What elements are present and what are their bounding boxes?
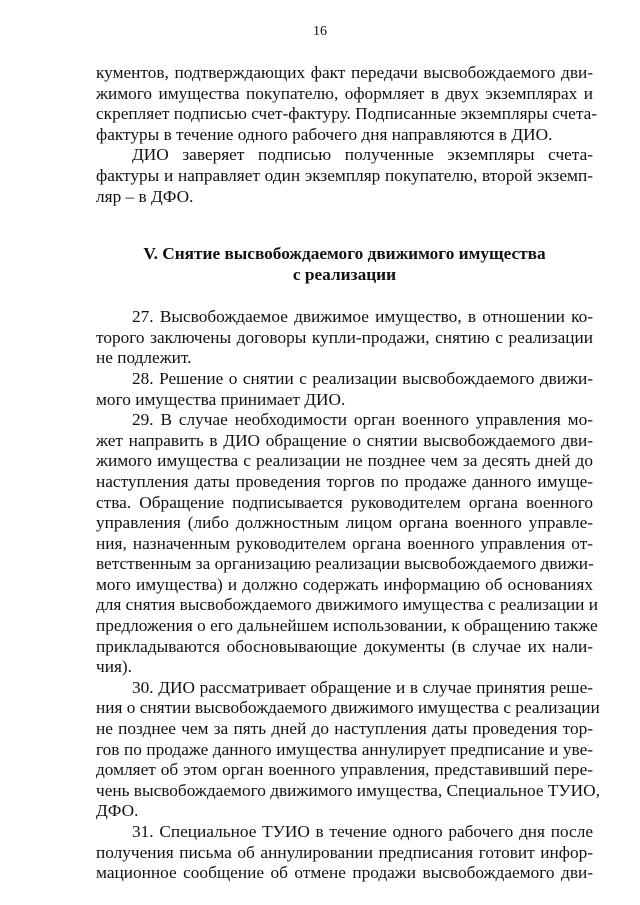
text-line: мационное сообщение об отмене продажи высвобождаемого дви- — [96, 863, 593, 883]
text-line: прикладываются обосновывающие документы (в случае их нали- — [96, 636, 593, 656]
text-line: кументов, подтверждающих факт передачи высвобождаемого дви- — [96, 63, 593, 82]
text-line: 28. Решение о снятии с реализации высвобождаемого движи- — [132, 368, 593, 388]
section-heading-line: с реализации — [292, 265, 397, 285]
paragraph — [96, 145, 593, 207]
text-line: мого имущества) и должно содержать информацию об основаниях — [96, 574, 593, 594]
text-line: не подлежит. — [96, 348, 192, 368]
text-line: ДФО. — [96, 801, 139, 821]
text-line: 31. Специальное ТУИО в течение одного рабочего дня после — [132, 822, 593, 841]
text-line: торого заключены договоры купли-продажи, снятию с реализации — [96, 327, 593, 347]
text-line: ния, назначенным руководителем органа военного управления от- — [96, 533, 593, 553]
section-heading — [96, 243, 593, 285]
text-line: ДИО заверяет подписью полученные экземпляры счета- — [132, 145, 593, 165]
numbered-item — [96, 677, 600, 822]
text-line: фактуры и направляет один экземпляр покупателю, второй экземп- — [96, 165, 593, 185]
text-line: гов по продаже данного имущества аннулирует предписание и уве- — [96, 739, 593, 759]
numbered-item — [96, 369, 593, 410]
text-line: жимого имущества покупателю, оформляет в двух экземплярах и — [96, 83, 593, 103]
text-line: управления (либо должностным лицом органа военного управле- — [96, 513, 593, 533]
text-line: скрепляет подписью счет-фактуру. Подписанные экземпляры счета- — [96, 104, 598, 124]
text-line: получения письма об аннулировании предписания готовит инфор- — [96, 842, 593, 862]
text-line: фактуры в течение одного рабочего дня направляются в ДИО. — [96, 124, 553, 144]
text-line: чия). — [96, 657, 132, 677]
paragraph — [96, 63, 598, 145]
text-line: предложения о его дальнейшем использовании, к обращению также — [96, 616, 598, 636]
page-number: 16 — [313, 24, 327, 39]
text-line: ляр – в ДФО. — [96, 186, 194, 206]
text-line: 27. Высвобождаемое движимое имущество, в отношении ко- — [132, 307, 593, 327]
text-line: 30. ДИО рассматривает обращение и в случае принятия реше- — [132, 677, 593, 697]
text-line: ния о снятии высвобождаемого движимого имущества с реализации — [96, 698, 600, 718]
text-line: мого имущества принимает ДИО. — [96, 389, 346, 409]
text-line: жет направить в ДИО обращение о снятии высвобождаемого дви- — [96, 430, 593, 450]
numbered-item — [96, 410, 598, 678]
section-heading-line: V. Снятие высвобождаемого движимого имущества — [143, 244, 546, 264]
text-line: не позднее чем за пять дней до наступления даты проведения тор- — [96, 719, 593, 739]
document-body — [96, 63, 600, 884]
text-line: чень высвобождаемого движимого имущества, Специальное ТУИО, — [96, 780, 600, 800]
text-line: ства. Обращение подписывается руководителем органа военного — [96, 492, 593, 512]
text-line: домляет об этом орган военного управления, представивший пере- — [96, 760, 593, 780]
text-line: для снятия высвобождаемого движимого имущества с реализации и — [96, 595, 598, 615]
text-line: жимого имущества с реализации не позднее чем за десять дней до — [96, 451, 593, 471]
text-line: наступления даты проведения торгов по продаже данного имуще- — [96, 471, 593, 491]
text-line: 29. В случае необходимости орган военного управления мо- — [132, 410, 593, 430]
text-line: ветственным за организацию реализации высвобождаемого движи- — [96, 554, 594, 574]
numbered-item — [96, 822, 593, 884]
numbered-item — [96, 307, 593, 369]
